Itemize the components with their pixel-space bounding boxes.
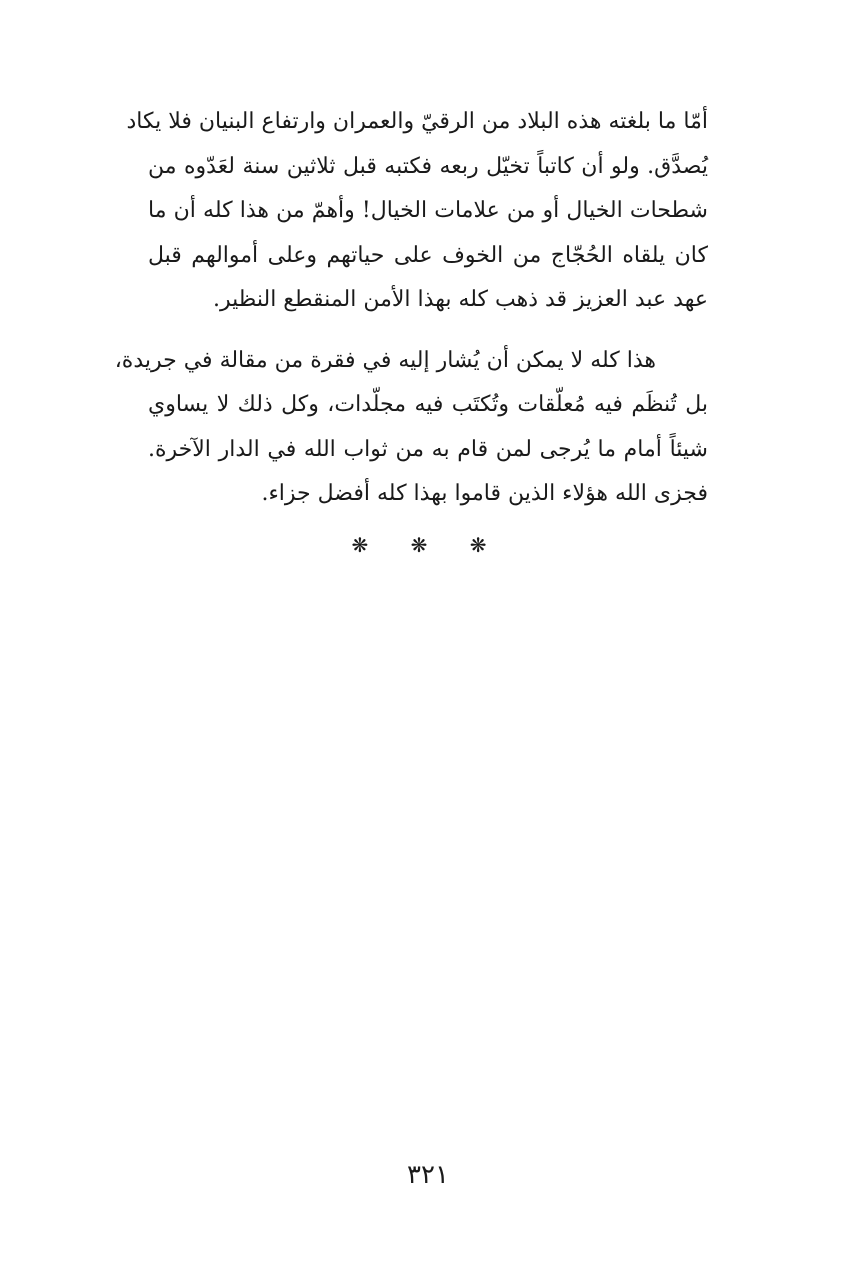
paragraph-line: عهد عبد العزيز قد ذهب كله بهذا الأمن المنقطع النظير. xyxy=(213,287,708,312)
paragraph-line: هذا كله لا يمكن أن يُشار إليه في فقرة من مقالة في جريدة، xyxy=(114,347,656,373)
paragraph-line: فجزى الله هؤلاء الذين قاموا بهذا كله أفضل جزاء. xyxy=(261,481,708,506)
page-body xyxy=(114,100,708,517)
page-number: ٣٢١ xyxy=(407,1160,449,1190)
paragraph-line: شطحات الخيال أو من علامات الخيال! وأهمّ من هذا كله أن ما xyxy=(148,198,708,223)
paragraph-line: أمّا ما بلغته هذه البلاد من الرقيّ والعمران وارتفاع البنيان فلا يكاد xyxy=(126,109,708,134)
paragraph-line: شيئاً أمام ما يُرجى لمن قام به من ثواب الله في الدار الآخرة. xyxy=(148,436,708,462)
paragraph-line: بل تُنظَم فيه مُعلّقات وتُكتَب فيه مجلّدات، وكل ذلك لا يساوي xyxy=(148,392,708,417)
paragraph-line: كان يلقاه الحُجّاج من الخوف على حياتهم وعلى أموالهم قبل xyxy=(148,242,708,268)
section-separator: ❋ ❋ ❋ xyxy=(351,533,505,557)
paragraph-2 xyxy=(114,339,708,517)
paragraph-line: يُصدَّق. ولو أن كاتباً تخيّل ربعه فكتبه قبل ثلاثين سنة لعَدّوه من xyxy=(148,153,708,179)
paragraph-1 xyxy=(126,100,708,323)
